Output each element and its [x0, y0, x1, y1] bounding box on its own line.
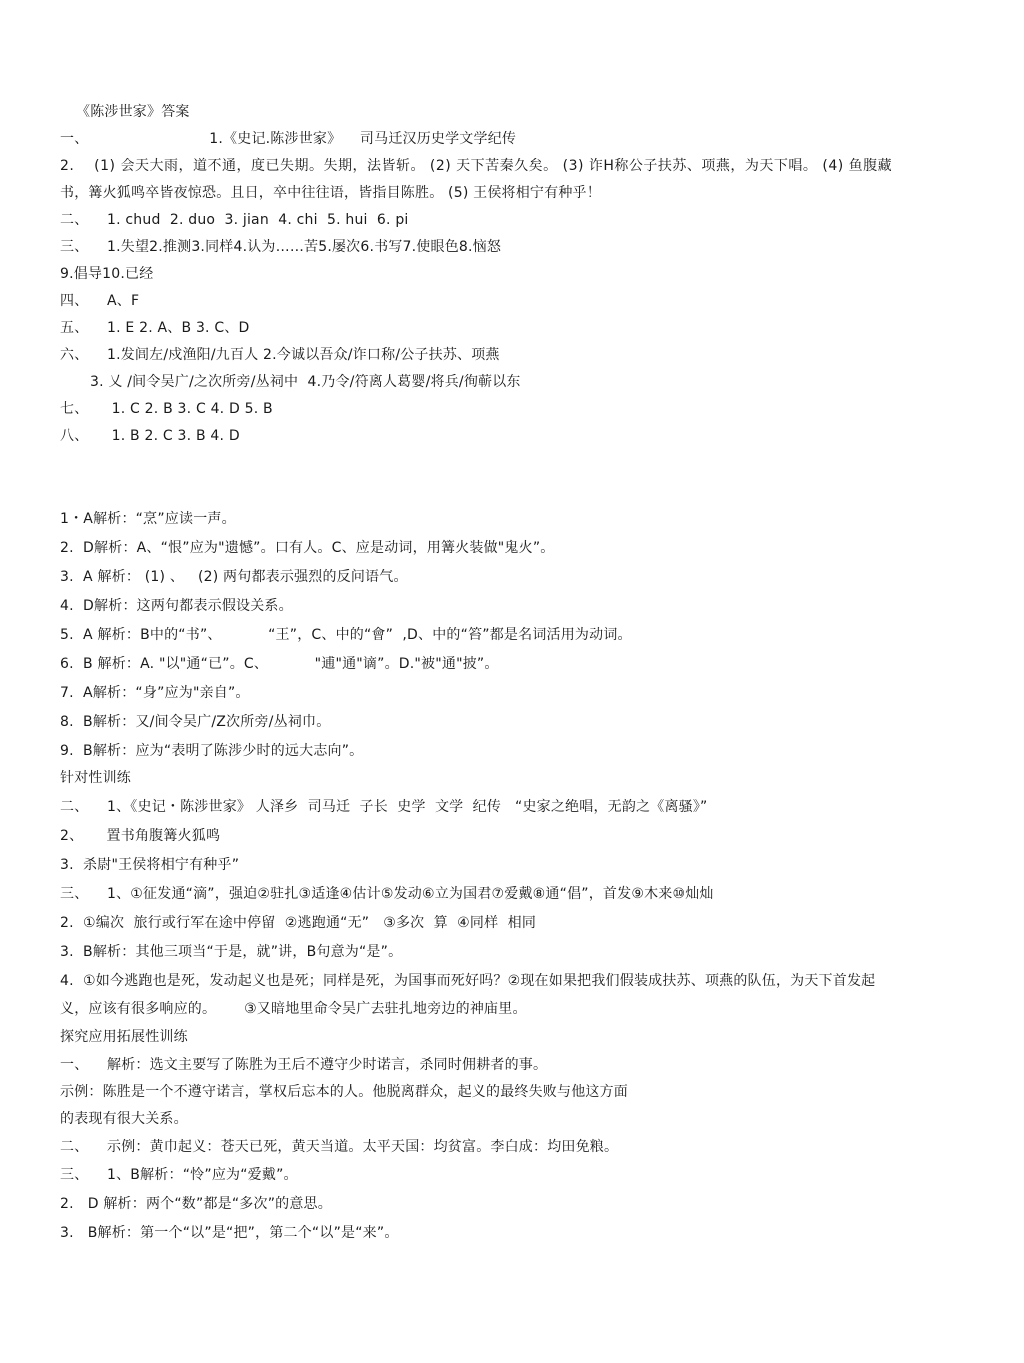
extension-line: 一、 解析：选文主要写了陈胜为王后不遵守少时诺言，杀同时佣耕者的事。 [60, 1057, 548, 1073]
analysis-line: 8. B解析：又/间令吴广/Z次所旁/丛祠巾。 [60, 714, 331, 730]
analysis-line: 1・A解析：“烹”应读一声。 [60, 511, 236, 527]
extension-line: 3. B解析：第一个“以”是“把”，第二个“以”是“来”。 [60, 1225, 399, 1241]
training-line: 2、 置书角腹篝火狐鸣 [60, 828, 221, 844]
answer-line: 二、 1. chud 2. duo 3. jian 4. chi 5. hui 6. pi [60, 212, 409, 228]
analysis-line: 9. B解析：应为“表明了陈涉少时的远大志向”。 [60, 743, 364, 759]
analysis-line: 2. D解析：A、“恨”应为"遗憾”。口有人。C、应是动词，用篝火装做"鬼火”。 [60, 540, 555, 556]
document-title: 《陈涉世家》答案 [76, 104, 190, 120]
answer-line: 六、 1.发闾左/戍渔阳/九百人 2.今诚以吾众/诈口称/公子扶苏、项燕 [60, 347, 500, 363]
training-line: 2. ①编次 旅行或行军在途中停留 ②逃跑通“无” ③多次 算 ④同样 相同 [60, 915, 537, 931]
extension-line: 2. D 解析：两个“数”都是“多次”的意思。 [60, 1196, 332, 1212]
answer-line: 书，篝火狐鸣卒皆夜惊恐。且日，卒中往往语，皆指目陈胜。 (5) 王侯将相宁有种乎！ [60, 185, 601, 201]
answer-line: 八、 1. B 2. C 3. B 4. D [60, 428, 240, 444]
analysis-line: 6. B 解析：A. "以"通“已”。C、 "逋"通"谪”。D."被"通"披”。 [60, 656, 499, 672]
extension-line: 的表现有很大关系。 [60, 1111, 188, 1127]
analysis-line: 4. D解析：这两句都表示假设关系。 [60, 598, 293, 614]
training-line: 三、 1、①征发通“滴”，强迫②驻扎③适逢④估计⑤发动⑥立为国君⑦爱戴⑧通“倡”，首发⑨木来⑩灿灿 [60, 886, 714, 902]
extension-line: 二、 示例：黄巾起义：苍天已死，黄天当道。太平天国：均贫富。李白成：均田免粮。 [60, 1139, 619, 1155]
training-line: 4. ①如今逃跑也是死，发动起义也是死；同样是死，为国事而死好吗？②现在如果把我们假装成扶苏、项燕的队伍，为天下首发起 [60, 973, 876, 989]
extension-line: 示例：陈胜是一个不遵守诺言，掌权后忘本的人。他脱离群众，起义的最终失败与他这方面 [60, 1084, 628, 1100]
answer-line: 3. 乂 /间令吴广/之次所旁/丛祠中 4.乃令/符离人葛婴/将兵/徇蕲以东 [90, 374, 521, 390]
training-line: 二、 1、《史记・陈涉世家》 人泽乡 司马迁 子长 史学 文学 纪传 “史家之绝唱，无韵之《离骚》” [60, 799, 708, 815]
training-line: 3. 杀尉"王侯将相宁有种乎” [60, 857, 240, 873]
answer-line: 9.倡导10.已经 [60, 266, 154, 282]
analysis-line: 5. A 解析：B中的“书”、 “王”，C、中的“會” ,D、中的“笞”都是名词活用为动词。 [60, 627, 632, 643]
answer-line: 2. (1) 会天大雨，道不通，度已失期。失期，法皆斩。 (2) 天下苦秦久矣。 (3) 诈H称公子扶苏、项燕，为天下唱。 (4) 鱼腹藏 [60, 158, 893, 174]
answer-line: 七、 1. C 2. B 3. C 4. D 5. B [60, 401, 273, 417]
extension-line: 三、 1、B解析：“怜”应为“爱戴”。 [60, 1167, 298, 1183]
training-line: 义，应该有很多响应的。 ③又暗地里命令吴广去驻扎地旁边的神庙里。 [60, 1001, 527, 1017]
section-heading: 探究应用拓展性训练 [60, 1029, 188, 1045]
training-line: 3. B解析：其他三项当“于是，就”讲，B句意为“是”。 [60, 944, 403, 960]
answer-line: 一、 1.《史记.陈涉世家》 司马迁汉历史学文学纪传 [60, 131, 517, 147]
section-heading: 针对性训练 [60, 770, 131, 786]
answer-line: 三、 1.失望2.推测3.同样4.认为……苦5.屡次6.书写7.使眼色8.恼怒 [60, 239, 502, 255]
answer-line: 五、 1. E 2. A、B 3. C、D [60, 320, 250, 336]
analysis-line: 7. A解析：“身”应为"亲自”。 [60, 685, 250, 701]
answer-line: 四、 A、F [60, 293, 140, 309]
analysis-line: 3. A 解析： (1) 、 (2) 两句都表示强烈的反问语气。 [60, 569, 408, 585]
